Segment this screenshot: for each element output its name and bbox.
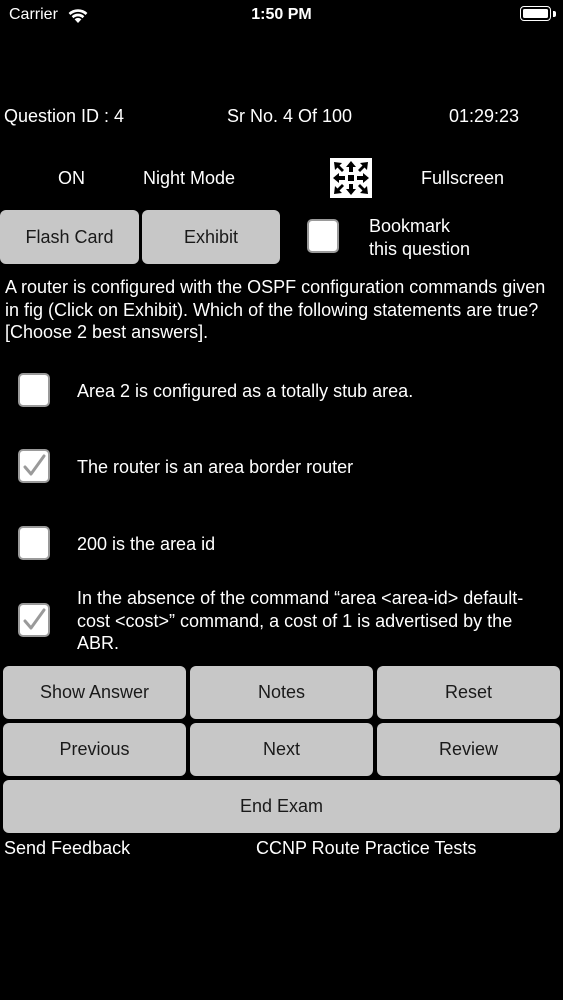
next-button[interactable]: Next — [190, 723, 373, 776]
status-time: 1:50 PM — [251, 6, 312, 23]
send-feedback-link[interactable]: Send Feedback — [4, 838, 131, 858]
night-mode-label: Night Mode — [143, 168, 236, 188]
question-id: Question ID : 4 — [4, 106, 125, 126]
review-button[interactable]: Review — [377, 723, 560, 776]
option-1-checkbox[interactable] — [18, 373, 50, 407]
reset-button[interactable]: Reset — [377, 666, 560, 719]
option-3-checkbox[interactable] — [18, 526, 50, 560]
carrier-label: Carrier — [9, 6, 58, 23]
previous-button[interactable]: Previous — [3, 723, 186, 776]
flash-card-button[interactable]: Flash Card — [0, 210, 139, 264]
notes-button[interactable]: Notes — [190, 666, 373, 719]
option-2-text: The router is an area border router — [77, 457, 354, 477]
serial-number: Sr No. 4 Of 100 — [227, 106, 353, 126]
bookmark-label-line2: this question — [369, 239, 471, 259]
option-2-checkbox[interactable] — [18, 449, 50, 483]
bookmark-checkbox[interactable] — [307, 219, 339, 253]
fullscreen-arrows-icon[interactable] — [330, 158, 372, 198]
checkmark-icon — [21, 453, 47, 479]
option-1-text: Area 2 is configured as a totally stub area. — [77, 381, 414, 401]
exam-timer: 01:29:23 — [449, 106, 520, 126]
bookmark-label-line1: Bookmark — [369, 216, 451, 236]
fullscreen-label: Fullscreen — [421, 168, 505, 188]
battery-icon — [520, 6, 551, 21]
option-4-checkbox[interactable] — [18, 603, 50, 637]
exhibit-button[interactable]: Exhibit — [142, 210, 280, 264]
checkmark-icon — [21, 607, 47, 633]
battery-tip — [553, 11, 556, 17]
bookmark-label — [369, 215, 470, 261]
show-answer-button[interactable]: Show Answer — [3, 666, 186, 719]
app-name-label: CCNP Route Practice Tests — [256, 838, 477, 858]
status-bar — [0, 0, 563, 30]
question-text: A router is configured with the OSPF configuration commands given in fig (Click on Exhibit). Which of the following statements are true? [Choose 2 best answers]. — [5, 277, 546, 342]
option-3-text: 200 is the area id — [77, 534, 216, 554]
end-exam-button[interactable]: End Exam — [3, 780, 560, 833]
night-mode-toggle[interactable]: ON — [58, 168, 85, 188]
option-4-text: In the absence of the command “area <area-id> default-cost <cost>” command, a cost of 1 is advertised by the ABR. — [77, 588, 524, 653]
